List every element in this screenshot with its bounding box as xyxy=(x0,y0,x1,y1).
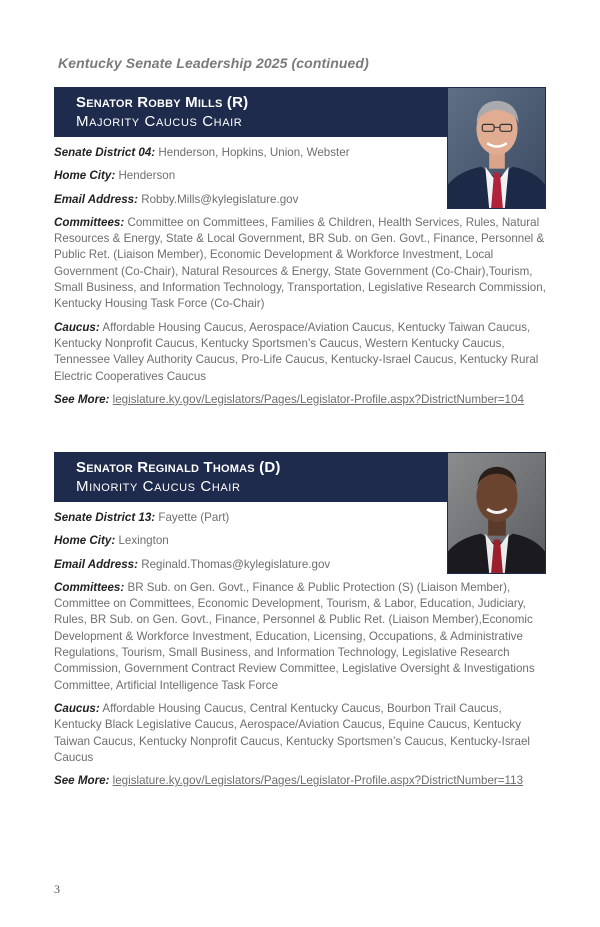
email-label: Email Address: xyxy=(54,557,138,571)
profile-link[interactable]: legislature.ky.gov/Legislators/Pages/Legislator-Profile.aspx?DistrictNumber=104 xyxy=(112,392,524,406)
caucus-label: Caucus: xyxy=(54,320,100,334)
committees-value: Committee on Committees, Families & Children, Health Services, Rules, Natural Resources & Energy, State & Local Government, BR Sub. on Gen. Govt., Finance, Personnel & Public Ret. (Liaison Member), Economic Development & Workforce Investment, Local Government (Co-Chair), Natural Resources & Energy, State Government (Co-Chair),Tourism, Small Business, and Information Technology, Transportation, Legislative Research Commission, Kentucky Housing Task Force (Co-Chair) xyxy=(54,215,546,311)
committees-label: Committees: xyxy=(54,580,125,594)
email-row xyxy=(54,557,440,573)
district-label: Senate District 04: xyxy=(54,146,156,159)
legislator-profile xyxy=(54,452,546,796)
home-city-value: Henderson xyxy=(118,169,176,183)
running-head: Kentucky Senate Leadership 2025 (continued) xyxy=(58,55,369,71)
email-label: Email Address: xyxy=(54,192,138,206)
see-more-label: See More: xyxy=(54,774,110,788)
email-value: Robby.Mills@kylegislature.gov xyxy=(141,192,299,206)
see-more-row xyxy=(54,773,546,789)
committees-row xyxy=(54,215,546,313)
home-city-value: Lexington xyxy=(118,534,169,548)
email-row xyxy=(54,192,440,208)
leadership-role: Minority Caucus Chair xyxy=(76,478,241,495)
committees-row xyxy=(54,580,546,694)
home-city-row xyxy=(54,533,440,549)
caucus-row xyxy=(54,701,546,766)
home-city-row xyxy=(54,168,440,184)
see-more-row xyxy=(54,392,546,408)
legislator-name: Senator Robby Mills (R) xyxy=(76,94,249,111)
profile-link[interactable]: legislature.ky.gov/Legislators/Pages/Legislator-Profile.aspx?DistrictNumber=113 xyxy=(112,774,524,788)
see-more-label: See More: xyxy=(54,392,110,406)
committees-value: BR Sub. on Gen. Govt., Finance & Public Protection (S) (Liaison Member), Committee on Committees, Economic Development, Tourism, & Labor, Education, Judiciary, Rules, BR Sub. on Gen. Govt., Finance, Personnel & Public Ret. (Liaison Member),Economic Development & Workforce Investment, Education, Licensing, Occupations, & Administrative Regulations, Tourism, Small Business, and Information Technology, Legislative Research Commission, Government Contract Review Committee, Legislative Oversight & Investigations Committee, Artificial Intelligence Task Force xyxy=(54,580,535,692)
home-city-label: Home City: xyxy=(54,169,116,183)
legislator-portrait xyxy=(447,452,546,574)
legislator-profile xyxy=(54,87,546,415)
caucus-label: Caucus: xyxy=(54,701,100,715)
district-row xyxy=(54,145,440,161)
committees-label: Committees: xyxy=(54,215,125,229)
leadership-role: Majority Caucus Chair xyxy=(76,113,243,130)
legislator-name: Senator Reginald Thomas (D) xyxy=(76,459,281,476)
profile-banner xyxy=(54,87,448,137)
profile-banner xyxy=(54,452,448,502)
caucus-value: Affordable Housing Caucus, Central Kentucky Caucus, Bourbon Trail Caucus, Kentucky Black Legislative Caucus, Aerospace/Aviation Caucus, Equine Caucus, Kentucky Taiwan Caucus, Kentucky Nonprofit Caucus, Kentucky Sportsmen’s Caucus, Kentucky-Israel Caucus xyxy=(54,701,530,764)
legislator-portrait xyxy=(447,87,546,209)
page-number: 3 xyxy=(54,882,60,896)
district-row xyxy=(54,510,440,526)
home-city-label: Home City: xyxy=(54,534,116,548)
caucus-row xyxy=(54,320,546,385)
district-value: Fayette (Part) xyxy=(158,511,230,524)
district-value: Henderson, Hopkins, Union, Webster xyxy=(158,146,350,159)
district-label: Senate District 13: xyxy=(54,511,156,524)
caucus-value: Affordable Housing Caucus, Aerospace/Aviation Caucus, Kentucky Taiwan Caucus, Kentucky Nonprofit Caucus, Kentucky Sportsmen’s Caucus, Western Kentucky Caucus, Tennessee Valley Authority Caucus, Pro-Life Caucus, Kentucky-Israel Caucus, Kentucky Rural Electric Cooperatives Caucus xyxy=(54,320,539,383)
email-value: Reginald.Thomas@kylegislature.gov xyxy=(141,557,331,571)
